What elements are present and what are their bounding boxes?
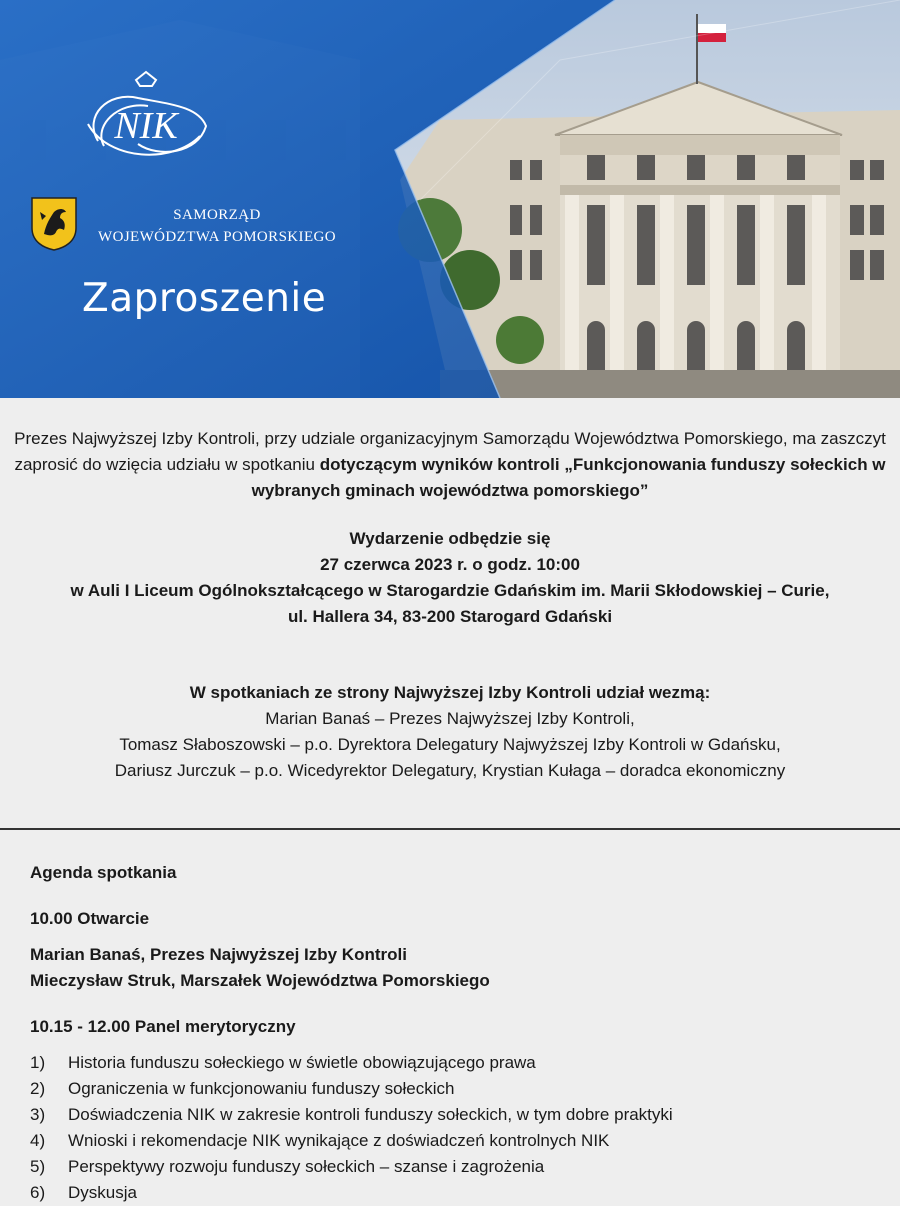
list-item-number: 4) [30, 1131, 46, 1150]
svg-text:NIK: NIK [114, 105, 178, 147]
list-item-text: Wnioski i rekomendacje NIK wynikające z doświadczeń kontrolnych NIK [68, 1131, 610, 1150]
participant-3: Dariusz Jurczuk – p.o. Wicedyrektor Delegatury, Krystian Kułaga – doradca ekonomiczny [114, 761, 786, 780]
nik-logo [78, 66, 214, 166]
agenda-list [30, 1050, 870, 1206]
agenda-speaker-2: Mieczysław Struk, Marszałek Województwa Pomorskiego [30, 971, 490, 990]
participant-2: Tomasz Słaboszowski – p.o. Dyrektora Delegatury Najwyższej Izby Kontroli w Gdańsku, [119, 735, 781, 754]
list-item [30, 1128, 870, 1154]
list-item-text: Perspektywy rozwoju funduszy sołeckich – szanse i zagrożenia [68, 1157, 545, 1176]
agenda-speaker-1: Marian Banaś, Prezes Najwyższej Izby Kontroli [30, 945, 407, 964]
list-item [30, 1076, 870, 1102]
list-item-number: 5) [30, 1157, 46, 1176]
agenda-title: Agenda spotkania [30, 863, 177, 882]
page-title: Zaproszenie [82, 276, 327, 321]
list-item-text: Ograniczenia w funkcjonowaniu funduszy sołeckich [68, 1079, 455, 1098]
list-item-number: 1) [30, 1053, 46, 1072]
agenda-opening: 10.00 Otwarcie [30, 909, 150, 928]
list-item [30, 1050, 870, 1076]
invitation-topic: dotyczącym wyników kontroli „Funkcjonowania funduszy sołeckich w wybranych gminach województwa pomorskiego” [251, 455, 886, 500]
participant-1: Marian Banaś – Prezes Najwyższej Izby Kontroli, [265, 709, 635, 728]
event-address: ul. Hallera 34, 83-200 Starogard Gdański [287, 607, 613, 626]
banner-background [0, 0, 900, 398]
samorzad-line2: WOJEWÓDZTWA POMORSKIEGO [98, 229, 336, 245]
header-banner [0, 0, 900, 398]
agenda-section [0, 830, 900, 1206]
list-item-number: 2) [30, 1079, 46, 1098]
event-venue: w Auli I Liceum Ogólnokształcącego w Starogardzie Gdańskim im. Marii Skłodowskiej – Curie, [70, 581, 830, 600]
agenda-panel: 10.15 - 12.00 Panel merytoryczny [30, 1017, 296, 1036]
invitation-section [0, 398, 900, 828]
list-item [30, 1102, 870, 1128]
invitation-text: Prezes Najwyższej Izby Kontroli, przy udziale organizacyjnym Samorządu Województwa Pomorskiego, ma zaszczyt zaprosić do wzięcia udziału w spotkaniu [14, 429, 886, 474]
invitation-paragraph [0, 426, 900, 504]
event-date: 27 czerwca 2023 r. o godz. 10:00 [320, 555, 580, 574]
event-line-1: Wydarzenie odbędzie się [349, 529, 551, 548]
list-item-number: 3) [30, 1105, 46, 1124]
pomorskie-crest-icon [30, 196, 78, 252]
list-item-text: Historia funduszu sołeckiego w świetle obowiązującego prawa [68, 1053, 536, 1072]
list-item-text: Dyskusja [68, 1183, 137, 1202]
list-item [30, 1180, 870, 1206]
list-item-text: Doświadczenia NIK w zakresie kontroli funduszy sołeckich, w tym dobre praktyki [68, 1105, 673, 1124]
samorzad-label [86, 204, 348, 248]
list-item [30, 1154, 870, 1180]
list-item-number: 6) [30, 1183, 46, 1202]
samorzad-line1: SAMORZĄD [173, 207, 261, 223]
participants-heading: W spotkaniach ze strony Najwyższej Izby Kontroli udział wezmą: [189, 683, 711, 702]
